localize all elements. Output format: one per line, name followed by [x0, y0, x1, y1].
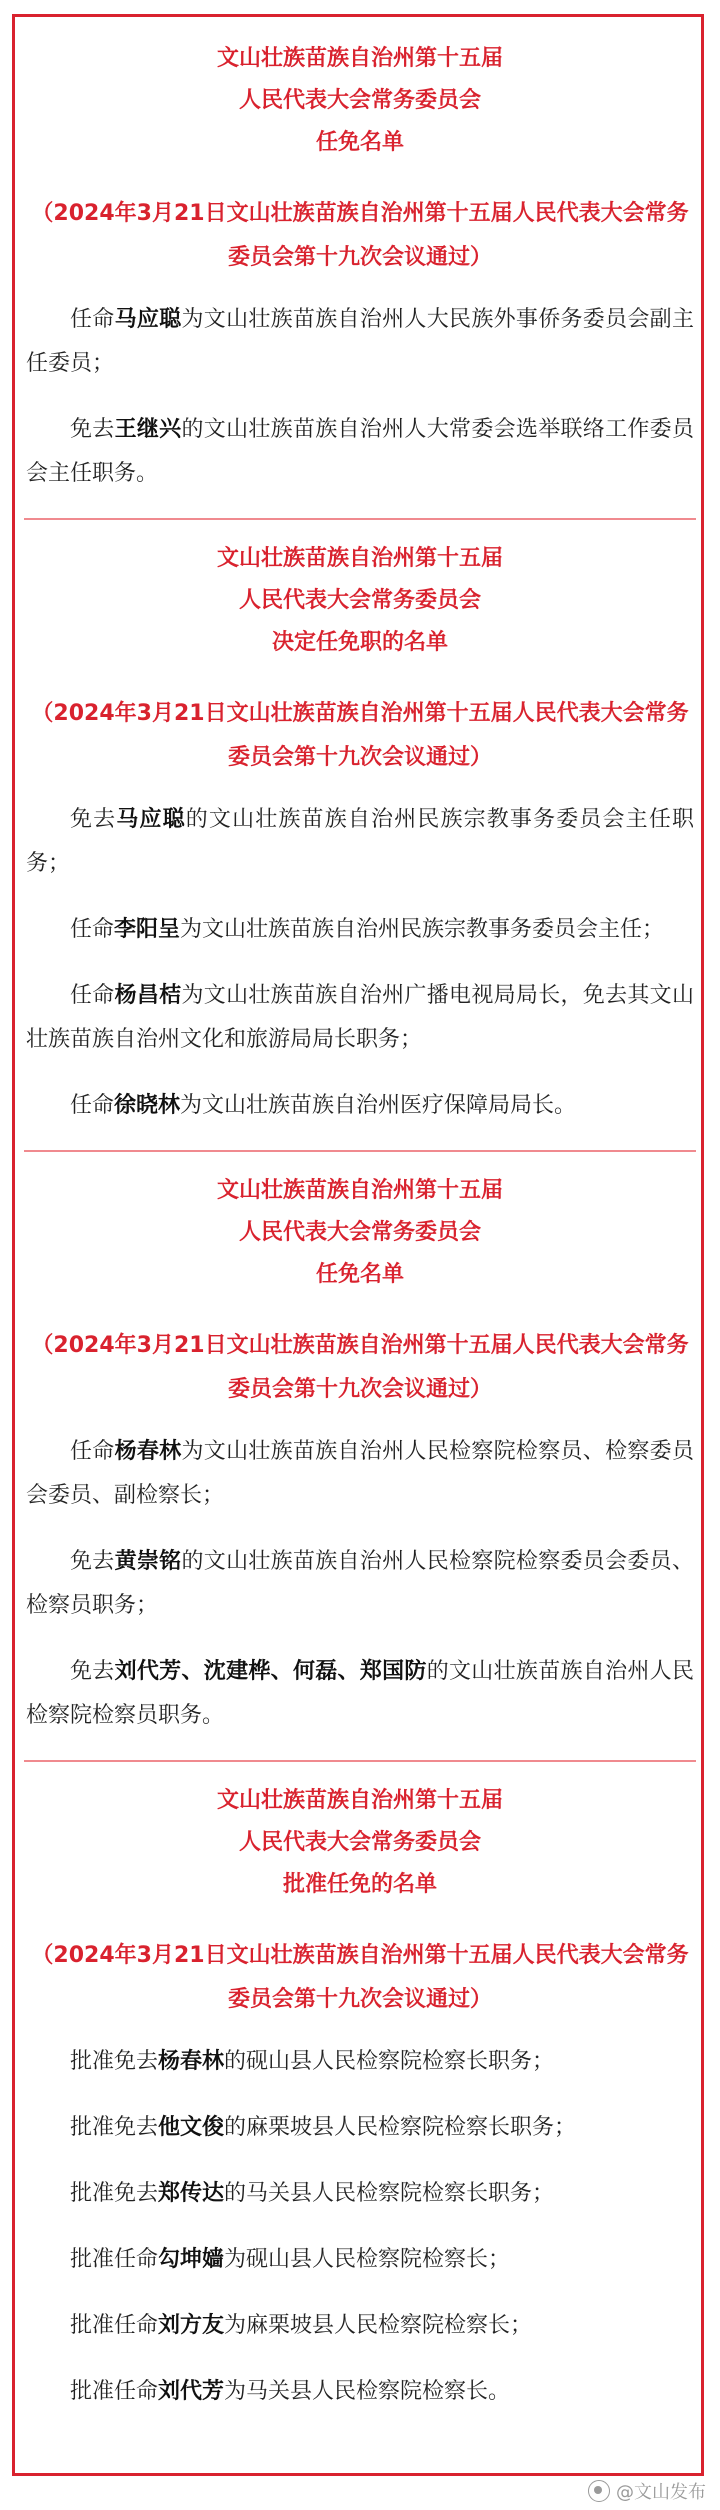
list-item: 免去马应聪的文山壮族苗族自治州民族宗教事务委员会主任职务； [26, 807, 694, 876]
list-item: 免去刘代芳、沈建桦、何磊、郑国防的文山壮族苗族自治州人民检察院检察员职务。 [26, 1659, 694, 1728]
list-item: 批准免去郑传达的马关县人民检察院检察长职务； [70, 2181, 555, 2206]
section-divider [24, 518, 696, 520]
session-note: （2024年3月21日文山壮族苗族自治州第十五届人民代表大会常务委员会第十九次会议通过） [31, 1333, 689, 1402]
list-item: 批准免去杨春林的砚山县人民检察院检察长职务； [70, 2049, 555, 2074]
session-note: （2024年3月21日文山壮族苗族自治州第十五届人民代表大会常务委员会第十九次会议通过） [31, 701, 689, 770]
section-title-line: 文山壮族苗族自治州第十五届 [216, 1178, 503, 1203]
list-item: 批准任命刘代芳为马关县人民检察院检察长。 [70, 2379, 511, 2404]
section-title-line: 文山壮族苗族自治州第十五届 [216, 546, 503, 571]
section-decision-list [26, 538, 694, 1128]
section-title-line: 文山壮族苗族自治州第十五届 [216, 46, 503, 71]
list-item: 批准任命勾坤嫱为砚山县人民检察院检察长； [70, 2247, 511, 2272]
section-title-line: 人民代表大会常务委员会 [238, 1830, 481, 1855]
document-body [26, 38, 694, 2436]
watermark-text: @文山发布 [616, 2482, 706, 2503]
section-appointment-list-2 [26, 1170, 694, 1738]
list-item: 任命杨春林为文山壮族苗族自治州人民检察院检察员、检察委员会委员、副检察长； [26, 1439, 694, 1508]
section-title-line: 人民代表大会常务委员会 [238, 1220, 481, 1245]
list-item: 任命李阳呈为文山壮族苗族自治州民族宗教事务委员会主任； [70, 917, 665, 942]
list-item: 免去王继兴的文山壮族苗族自治州人大常委会选举联络工作委员会主任职务。 [26, 417, 694, 486]
section-approval-list [26, 1780, 694, 2414]
list-item: 任命徐晓林为文山壮族苗族自治州医疗保障局局长。 [70, 1093, 577, 1118]
section-title-line: 人民代表大会常务委员会 [238, 588, 481, 613]
section-title-line: 任免名单 [315, 1262, 404, 1287]
list-item: 免去黄崇铭的文山壮族苗族自治州人民检察院检察委员会委员、检察员职务； [26, 1549, 694, 1618]
weibo-logo-icon [588, 2480, 610, 2502]
watermark [588, 2478, 706, 2504]
section-title-line: 决定任免职的名单 [271, 630, 448, 655]
list-item: 任命马应聪为文山壮族苗族自治州人大民族外事侨务委员会副主任委员； [26, 307, 694, 376]
list-item: 批准免去他文俊的麻栗坡县人民检察院检察长职务； [70, 2115, 577, 2140]
list-item: 批准任命刘方友为麻栗坡县人民检察院检察长； [70, 2313, 533, 2338]
section-divider [24, 1760, 696, 1762]
section-title-line: 批准任免的名单 [282, 1872, 437, 1897]
section-title-line: 人民代表大会常务委员会 [238, 88, 481, 113]
section-divider [24, 1150, 696, 1152]
section-title-line: 文山壮族苗族自治州第十五届 [216, 1788, 503, 1813]
section-appointment-list-1 [26, 38, 694, 496]
list-item: 任命杨昌桔为文山壮族苗族自治州广播电视局局长，免去其文山壮族苗族自治州文化和旅游局局长职务； [26, 983, 694, 1052]
session-note: （2024年3月21日文山壮族苗族自治州第十五届人民代表大会常务委员会第十九次会议通过） [31, 1943, 689, 2012]
session-note: （2024年3月21日文山壮族苗族自治州第十五届人民代表大会常务委员会第十九次会议通过） [31, 201, 689, 270]
section-title-line: 任免名单 [315, 130, 404, 155]
